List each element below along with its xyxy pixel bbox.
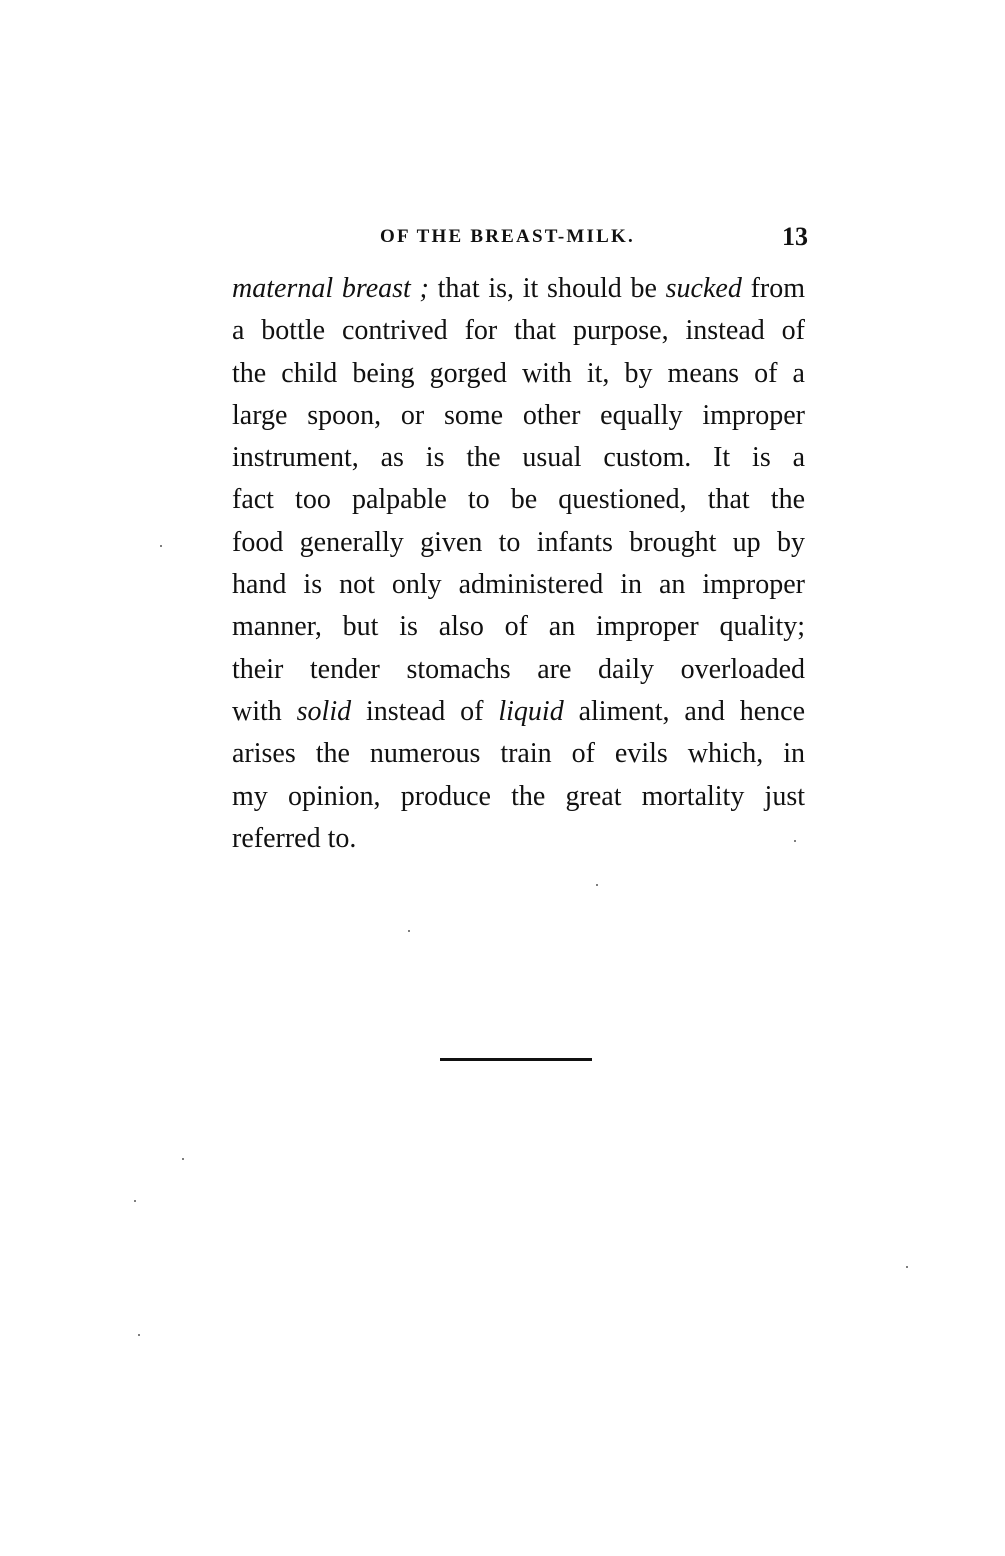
italic-phrase: liquid — [498, 695, 564, 727]
paper-speck — [906, 1266, 908, 1268]
text-line — [232, 691, 805, 733]
text-line: hand is not only administered in an improper — [232, 569, 805, 601]
text-line: arises the numerous train of evils which, in — [232, 738, 805, 770]
italic-phrase: sucked — [665, 273, 742, 304]
text-line: fact too palpable to be questioned, that the — [232, 484, 805, 516]
section-end-rule — [440, 1058, 592, 1061]
text-segment: with — [232, 695, 297, 727]
text-line: the child being gorged with it, by means of a — [232, 357, 805, 389]
text-line: referred to. — [232, 822, 357, 854]
text-line: large spoon, or some other equally improper — [232, 399, 805, 431]
text-line: food generally given to infants brought up by — [232, 526, 805, 558]
paper-speck — [182, 1158, 184, 1160]
paper-speck — [134, 1200, 136, 1202]
paper-speck — [596, 884, 598, 886]
text-line: a bottle contrived for that purpose, instead of — [232, 315, 805, 347]
page-number: 13 — [782, 222, 808, 251]
text-segment: from — [741, 273, 805, 304]
paper-speck — [408, 930, 410, 932]
paper-speck — [160, 545, 162, 547]
text-segment: aliment, and hence — [563, 695, 806, 727]
text-segment: instead of — [351, 695, 499, 727]
paper-speck — [138, 1334, 140, 1336]
text-line: manner, but is also of an improper quality; — [232, 611, 805, 643]
paper-speck — [794, 840, 796, 842]
text-segment: that is, it should be — [428, 273, 666, 304]
text-line: their tender stomachs are daily overloaded — [232, 653, 805, 685]
running-title: OF THE BREAST-MILK. — [380, 226, 635, 247]
text-line: my opinion, produce the great mortality just — [232, 780, 805, 812]
text-line — [232, 268, 805, 310]
italic-phrase: solid — [296, 695, 352, 727]
running-head — [232, 222, 808, 252]
italic-phrase: maternal breast ; — [232, 273, 429, 304]
body-paragraph — [232, 268, 805, 860]
text-line: instrument, as is the usual custom. It is a — [232, 442, 805, 474]
